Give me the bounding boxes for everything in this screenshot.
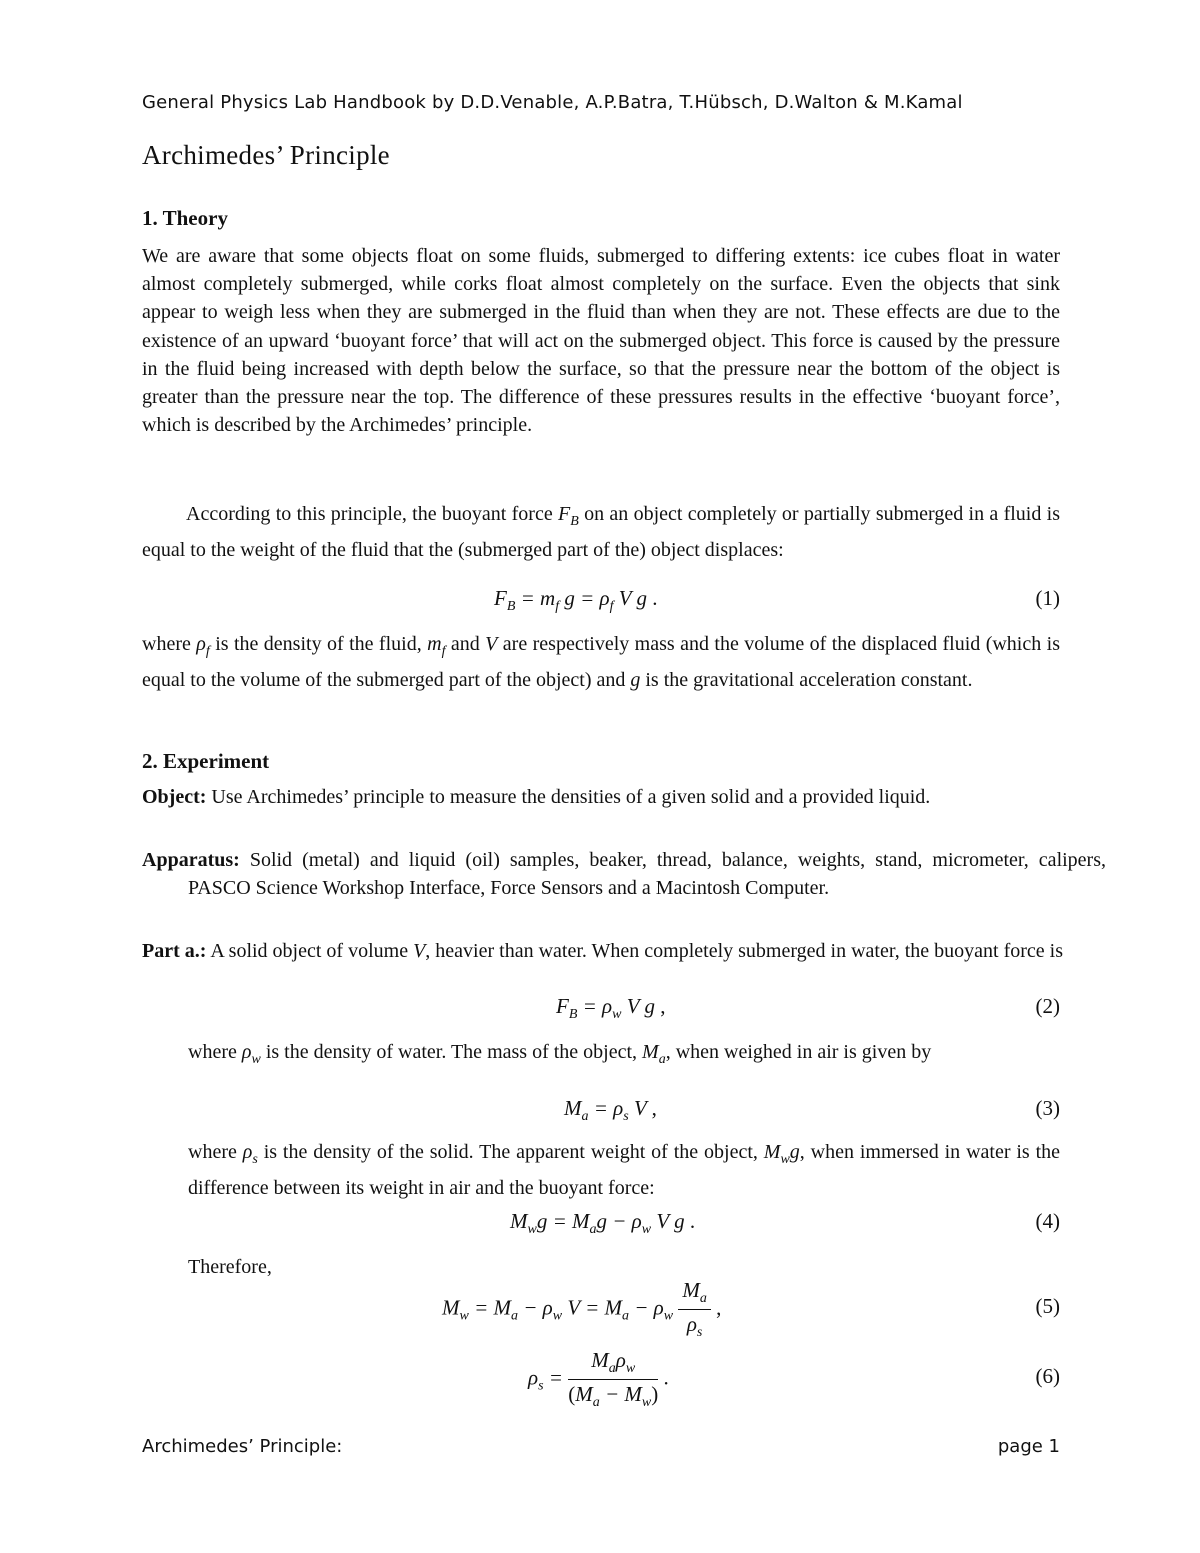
equation-4: $M_wg = M_ag - \rho_w$ V g . (4) (510, 1209, 1060, 1238)
object-item: Object: Use Archimedes’ principle to measure the densities of a given solid and a provided liquid. (142, 786, 931, 808)
page-title: Archimedes’ Principle (142, 140, 390, 170)
therefore-text: Therefore, (188, 1256, 272, 1278)
equation-6: $\rho_s$ = $\frac{M_a\rho_w}{(M_a - M_w)}$ . (6) (528, 1348, 1060, 1411)
running-header: General Physics Lab Handbook by D.D.Venable, A.P.Batra, T.Hübsch, D.Walton & M.Kamal (142, 92, 963, 113)
document-page (142, 0, 1106, 1553)
theory-paragraph-2: According to this principle, the buoyant force $F_B$ on an object completely or partially submerged in a fluid is equal to the weight of the fluid that the (submerged part of the) object displaces: (142, 503, 1060, 562)
theory-paragraph-1: We are aware that some objects float on some fluids, submerged to differing extents: ice cubes float in water almost completely submerged, while corks float almost completely on the surface. Even the objects that sink appear to weigh less when they are submerged in the fluid than when they are not. These effects are due to the existence of an upward ‘buoyant force’ that will act on the submerged object. This force is caused by the pressure in the fluid being increased with depth below the surface, so that the pressure near the bottom of the object is greater than the pressure near the top. The difference of these pressures results in the effective ‘buoyant force’, which is described by the Archimedes’ principle. (142, 245, 1060, 437)
part-a-paragraph-2: where $\rho_s$ is the density of the solid. The apparent weight of the object, $M_wg$, when immersed in water is the difference between its weight in air and the buoyant force: (188, 1141, 1061, 1199)
section-heading-experiment: 2. Experiment (142, 749, 270, 773)
part-a-item: Part a.: A solid object of volume V, heavier than water. When completely submerged in water, the buoyant force is (142, 940, 1063, 962)
footer-title: Archimedes’ Principle: (142, 1436, 343, 1457)
equation-3: $M_a = \rho_s$ V , (3) (564, 1096, 1060, 1125)
section-heading-theory: 1. Theory (142, 206, 228, 230)
page-footer (142, 1436, 1060, 1457)
part-a-paragraph-1: where $\rho_w$ is the density of water. The mass of the object, $M_a$, when weighed in air is given by (188, 1041, 932, 1067)
page-number: page 1 (997, 1436, 1060, 1457)
equation-5: $M_w = M_a - \rho_w$ $V = M_a - \rho_w$ $\frac{M_a}{\rho_s}$ , (5) (442, 1278, 1060, 1341)
equation-2: $F_B = \rho_w$ V g , (2) (556, 994, 1060, 1023)
equation-number: (1) (1035, 586, 1060, 610)
equation-1: $F_B = m_f$ $g = \rho_f$ V g . (1) (494, 586, 1060, 615)
apparatus-item: Apparatus: Solid (metal) and liquid (oil) samples, beaker, thread, balance, weights, stand, micrometer, calipers, PASCO Science Workshop Interface, Force Sensors and a Macintosh Computer. (142, 849, 1106, 899)
theory-paragraph-3: where $\rho_f$ is the density of the fluid, $m_f$ and V are respectively mass and the volume of the displaced fluid (which is equal to the volume of the submerged part of the object) and g is the gravitational acceleration constant. (142, 633, 1060, 692)
